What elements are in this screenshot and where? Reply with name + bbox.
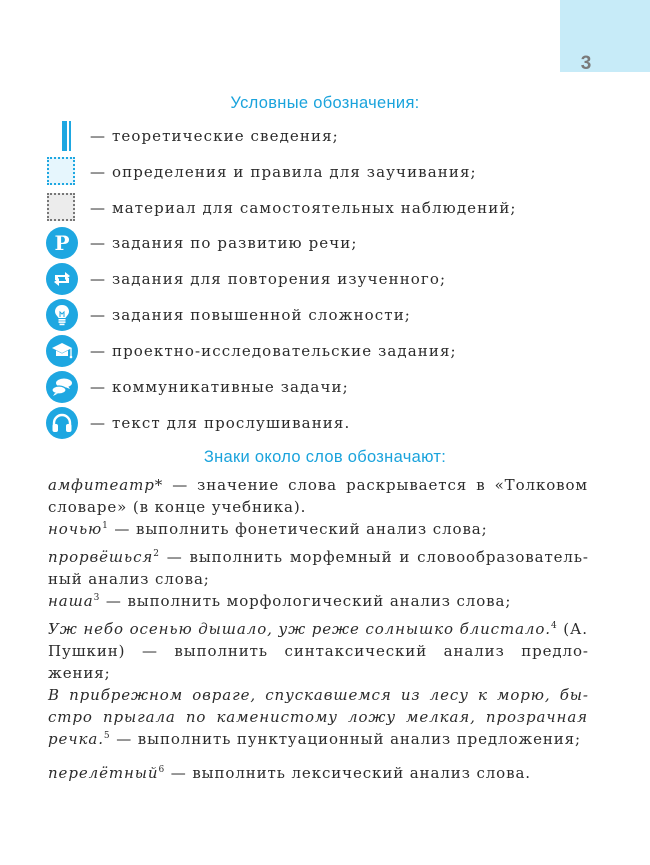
signs-title: Знаки около слов обозначают: <box>203 448 447 466</box>
legend-item-observations <box>46 192 517 224</box>
sign-description: — значение слова раскрывается в «Толковом словаре» (в конце учебника). <box>48 476 588 516</box>
page-corner-tab-extension <box>608 52 650 72</box>
legend-item-listening <box>46 407 350 439</box>
sign-description: — выполнить морфемный и словообразовательный анализ слова; <box>48 548 588 588</box>
legend-item-project <box>46 335 457 367</box>
sign-mark: 4 <box>550 621 558 631</box>
legend-item-theory <box>46 120 339 152</box>
lightbulb-icon <box>46 299 78 331</box>
sign-mark: 3 <box>93 593 101 603</box>
letter-r-glyph: Р <box>54 231 70 255</box>
legend-item-communicative <box>46 371 349 403</box>
legend-text: — определения и правила для заучивания; <box>90 163 477 181</box>
sign-term: ночью <box>48 520 103 538</box>
legend-item-speech <box>46 227 358 259</box>
sign-description: — выполнить лексический анализ слова. <box>165 764 531 782</box>
legend-text: — материал для самостоятельных наблюдений; <box>90 199 517 217</box>
sign-entry-dictionary <box>48 474 588 518</box>
page-number: 3 <box>580 53 592 74</box>
sign-mark: 5 <box>103 731 111 741</box>
sign-entry-morphemic <box>48 546 588 590</box>
sign-term: амфитеатр* <box>48 476 164 494</box>
sign-entry-punctuation <box>48 684 588 750</box>
sign-term: перелётный <box>48 764 159 782</box>
sign-term: В прибрежном овраге, спускавшемся из лесу к морю, быстро прыгала по каменистому ложу мелкая, прозрачная речка. <box>48 686 588 748</box>
sign-term: прорвёшься <box>48 548 154 566</box>
sign-mark: 2 <box>153 549 160 559</box>
legend-item-repeat <box>46 263 446 295</box>
sign-term: Уж небо осенью дышало, уж реже солнышко блистало. <box>48 620 551 638</box>
letter-r-icon <box>46 227 78 259</box>
legend-text: — задания по развитию речи; <box>90 234 358 252</box>
dotted-blue-box-icon <box>46 156 78 188</box>
sign-mark: 6 <box>158 765 166 775</box>
sign-term: наша <box>48 592 94 610</box>
sign-description: — выполнить фонетический анализ слова; <box>108 520 488 538</box>
legend-item-definitions <box>46 156 477 188</box>
headphones-icon <box>46 407 78 439</box>
dotted-gray-box-icon <box>46 192 78 224</box>
sign-description: — выполнить морфологический анализ слова; <box>100 592 512 610</box>
graduation-cap-icon <box>46 335 78 367</box>
sign-entry-phonetic <box>48 518 588 540</box>
speech-bubbles-icon <box>46 371 78 403</box>
double-bar-icon <box>46 120 78 152</box>
sign-entry-morphological <box>48 590 588 612</box>
legend-text: — проектно-исследовательские задания; <box>90 342 457 360</box>
sign-entry-lexical <box>48 762 588 784</box>
legend-text: — текст для прослушивания. <box>90 414 351 432</box>
sign-mark: 1 <box>102 521 109 531</box>
legend-text: — задания повышенной сложности; <box>90 306 411 324</box>
legend-text: — теоретические сведения; <box>90 127 339 145</box>
legend-text: — коммуникативные задачи; <box>90 378 349 396</box>
repeat-arrows-icon <box>46 263 78 295</box>
sign-entry-syntactic <box>48 618 588 684</box>
sign-description: — выполнить пунктуационный анализ предложения; <box>110 730 581 748</box>
legend-text: — задания для повторения изученного; <box>90 270 447 288</box>
legend-title: Условные обозначения: <box>230 94 420 112</box>
legend-item-advanced <box>46 299 411 331</box>
sign-description: (А. Пушкин) — выполнить синтаксический анализ предложения; <box>48 620 588 682</box>
